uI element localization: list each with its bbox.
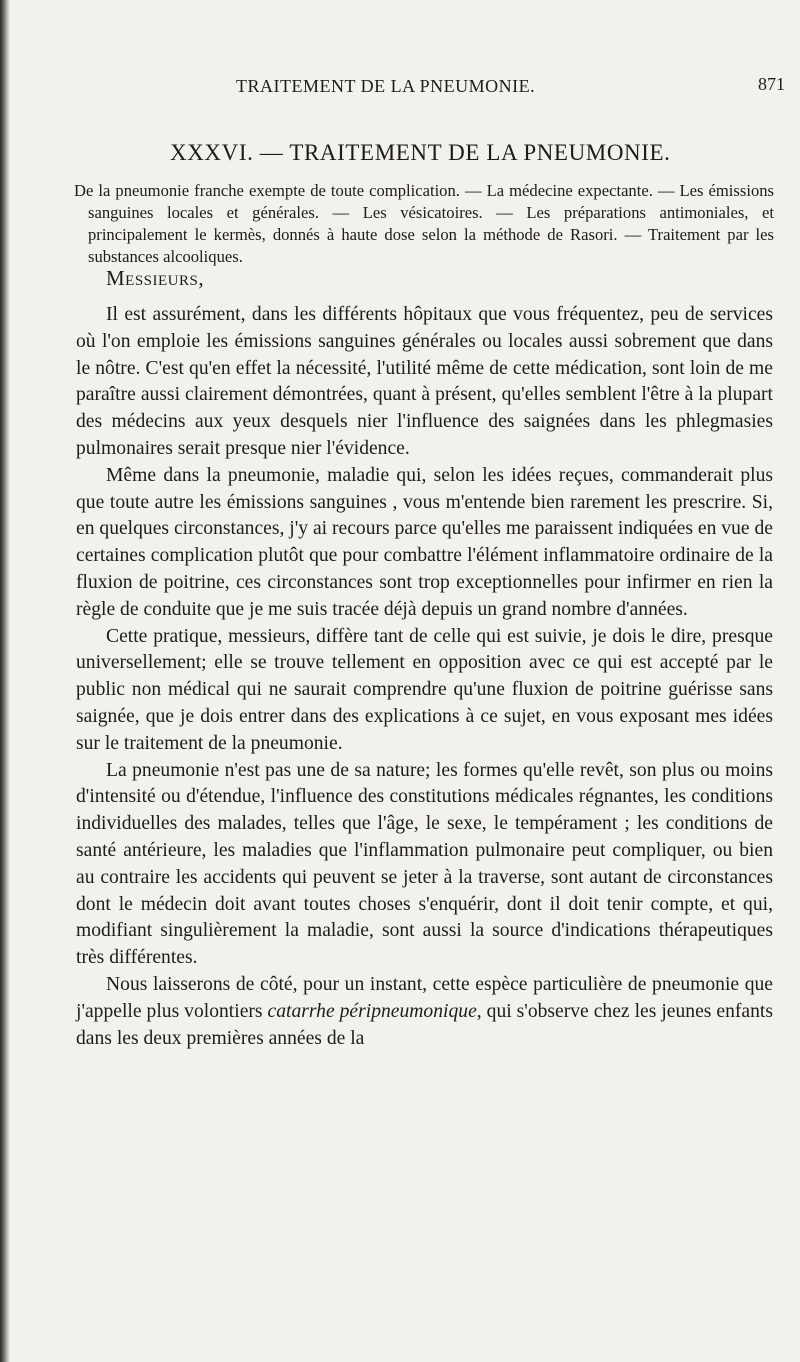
chapter-summary: De la pneumonie franche exempte de toute complication. — La médecine expectante. — Les émissions sanguines locales et générales. — Les vésicatoires. — Les préparations antimoniales, et principalement le kermès, donnés à haute dose selon la méthode de Rasori. — Traitement par les substances alcooliques. xyxy=(74,181,774,266)
page-binding-edge xyxy=(0,0,10,1362)
chapter-title: XXXVI. — TRAITEMENT DE LA PNEUMONIE. xyxy=(170,140,671,165)
paragraph-5 xyxy=(76,972,773,1052)
paragraph-5-text-end: , qui s'observe chez les jeunes enfants dans les deux premières années de la xyxy=(76,1000,773,1049)
body-text xyxy=(76,302,773,1052)
running-header: TRAITEMENT DE LA PNEUMONIE. xyxy=(236,76,536,96)
page-number: 871 xyxy=(758,74,785,94)
paragraph-2: Même dans la pneumonie, maladie qui, selon les idées reçues, commanderait plus que toute autre les émissions sanguines , vous m'entende bien rarement les prescrire. Si, en quelques circonstances, j'y ai recours parce qu'elles me paraissent indiquées en vue de certaines complication plutôt que pour combattre l'élément inflammatoire ordinaire de la fluxion de poitrine, ces circonstances sont trop exceptionnelles pour infirmer en rien la règle de conduite que je me suis tracée déjà depuis un grand nombre d'années. xyxy=(76,464,773,620)
paragraph-4: La pneumonie n'est pas une de sa nature; les formes qu'elle revêt, son plus ou moins d'intensité ou d'étendue, l'influence des constitutions médicales régnantes, les conditions individuelles des malades, telles que l'âge, le sexe, le tempérament ; les conditions de santé antérieure, les maladies que l'inflammation pulmonaire peut compliquer, ou bien au contraire les accidents qui peuvent se jeter à la traverse, sont autant de circonstances dont le médecin doit avant toutes choses s'enquérir, dont il doit tenir compte, et qui, modifiant singulièrement la maladie, sont aussi la source d'indications thérapeutiques très différentes. xyxy=(76,759,773,969)
salutation: Messieurs, xyxy=(106,266,205,290)
paragraph-1: Il est assurément, dans les différents hôpitaux que vous fréquentez, peu de services où l'on emploie les émissions sanguines générales ou locales aussi sobrement que dans le nôtre. C'est qu'en effet la nécessité, l'utilité même de cette médication, sont loin de me paraître aussi clairement démontrées, quant à présent, qu'elles semblent l'être à la plupart des médecins aux yeux desquels nier l'influence des saignées dans les phlegmasies pulmonaires serait presque nier l'évidence. xyxy=(76,304,773,459)
paragraph-3: Cette pratique, messieurs, diffère tant de celle qui est suivie, je dois le dire, presque universellement; elle se trouve tellement en opposition avec ce qui est accepté par le public non médical qui ne saurait comprendre qu'une fluxion de poitrine guérisse sans saignée, que je dois entrer dans des explications à ce sujet, en vous exposant mes idées sur le traitement de la pneumonie. xyxy=(76,625,773,754)
paragraph-5-emphasis: catarrhe péripneumonique xyxy=(267,1000,477,1022)
paragraph-5-text-start: Nous laisserons de côté, pour un instant, cette espèce particulière de pneumonie que j'appelle plus volontiers xyxy=(76,973,773,1022)
